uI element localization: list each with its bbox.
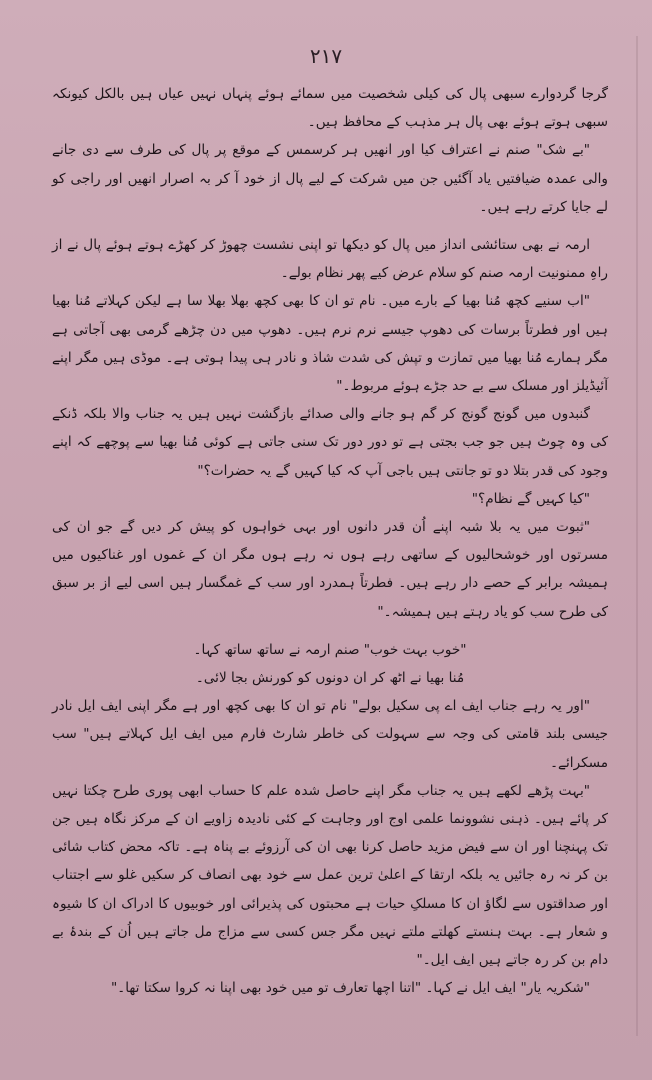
paragraph-fl-thanks: "شکریہ یار" ایف ایل نے کہا۔ "اتنا اچھا تعارف تو میں خود بھی اپنا نہ کروا سکتا تھا۔" (111, 980, 590, 997)
paragraph-praise: "خوب بہت خوب" صنم ارمہ نے ساتھ ساتھ کہا۔ (193, 641, 467, 658)
paragraph-sanam-agreement: "بے شک" صنم نے اعتراف کیا اور انھیں ہر کرسمس کے موقع پر پال کی طرف سے دی جانے والی عمدہ ضیافتیں یاد آگئیں جن میں شرکت کے لیے پال از خود آ کر بہ اصرار انھیں اور راجی کو لے جایا کرتے رہے ہیں۔ (52, 142, 608, 215)
page-number: ۲۱۷ (309, 44, 343, 68)
page-edge-shadow (636, 36, 638, 1036)
paragraph-proof: "ثبوت میں یہ بلا شبہ اپنے اُن قدر دانوں اور بہی خواہوں کو پیش کر دیں گے جو ان کی مسرتوں اور خوشحالیوں کے ساتھی رہے ہوں نہ رہے ہوں مگر ان کے غموں اور غناکیوں میں ہمیشہ برابر کے حصے دار رہے ہیں۔ فطرتاً ہمدرد اور سب کے غمگسار ہیں اسی لیے از بر سبق کی طرح سب کو یاد رہتے ہیں ہمیشہ۔" (52, 519, 608, 620)
paragraph-munna-bhaiya-intro: "اب سنیے کچھ مُنا بھیا کے بارے میں۔ نام تو ان کا بھی کچھ بھلا بھلا سا ہے لیکن کہلاتے مُنا بھیا ہیں اور فطرتاً برسات کی دھوپ جیسے نرم نرم ہیں۔ دھوپ میں دن چڑھے گرمی بھی آجاتی ہے مگر ہمارے مُنا بھیا میں تمازت و تپش کی شدت شاذ و نادر ہی پیدا ہوتی ہے۔ موڈی ہیں مگر اپنے آئیڈیلز اور مسلک سے بے حد جڑے ہوئے مربوط۔" (52, 293, 608, 395)
paragraph-fl-intro: "اور یہ رہے جناب ایف اے پی سکیل بولے" نام تو ان کا بھی کچھ اور ہے مگر اپنی ایف ایل نادر جیسی بلند قامتی کی وجہ سے سہولت کی خاطر شارٹ فارم میں ایف ایل کہلاتے ہیں" سب مسکرائے۔ (52, 698, 608, 771)
page-text-body (52, 80, 608, 1003)
paragraph-greeting: مُنا بھیا نے اٹھ کر ان دونوں کو کورنش بجا لائی۔ (195, 670, 465, 687)
paragraph-pal-personality: گرجا گردوارے سبھی پال کی کیلی شخصیت میں سمائے ہوئے پنہاں نہیں عیاں ہیں بالکل کیونکہ سبھی ہوتے ہوئے بھی پال ہر مذہب کے محافظ ہیں۔ (52, 86, 608, 131)
paragraph-fl-description: "بہت پڑھے لکھے ہیں یہ جناب مگر اپنے حاصل شدہ علم کا حساب ابھی پوری طرح چکتا نہیں کر پائے ہیں۔ ذہنی نشوونما علمی اوج اور وجاہت کے کئی نادیدہ زاویے ان کے مرکز نگاہ ہیں جن تک پہنچنا اور ان سے فیض مزید حاصل کرنا بھی ان کی آرزوئے بے پناہ ہے۔ تاکہ محض کتاب شائی بن کر نہ رہ جائیں یہ بلکہ ارتقا کے اعلیٰ ترین عمل سے خود بھی انصاف کر سکیں غلو سے اجتناب اور صداقتوں سے لگاؤ ان کا مسلکِ حیات ہے محبتوں کی پذیرائی اور خوبیوں کا ادراک ان کا شیوہ و شعار ہے۔ بہت ہنستے کھلتے ملتے نہیں مگر جس کسی سے مزاج مل جاتے ہیں اُن کے بندۂ بے دام بن کر رہ جاتے ہیں ایف ایل۔" (52, 782, 608, 969)
paragraph-nizam-question: "کیا کہیں گے نظام؟" (471, 490, 590, 507)
paragraph-echo-metaphor: گنبدوں میں گونج گونج کر گم ہو جانے والی صدائے بازگشت نہیں ہیں یہ جناب والا بلکہ ڈنکے کی وہ چوٹ ہیں جو جب بجتی ہے تو دور دور تک سنی جاتی ہے کوئی مُنا بھیا سے پوچھے کہ اپنے وجود کی قدر بتلا دو تو جانتی ہیں باجی آپ کہ کیا کہیں گے یہ حضرات؟" (52, 406, 608, 479)
paragraph-irma-reaction: ارمہ نے بھی ستائشی انداز میں پال کو دیکھا تو اپنی نشست چھوڑ کر کھڑے ہوتے ہوئے پال نے از راہِ ممنونیت ارمہ صنم کو سلام عرض کیے پھر نظام بولے۔ (52, 237, 608, 282)
